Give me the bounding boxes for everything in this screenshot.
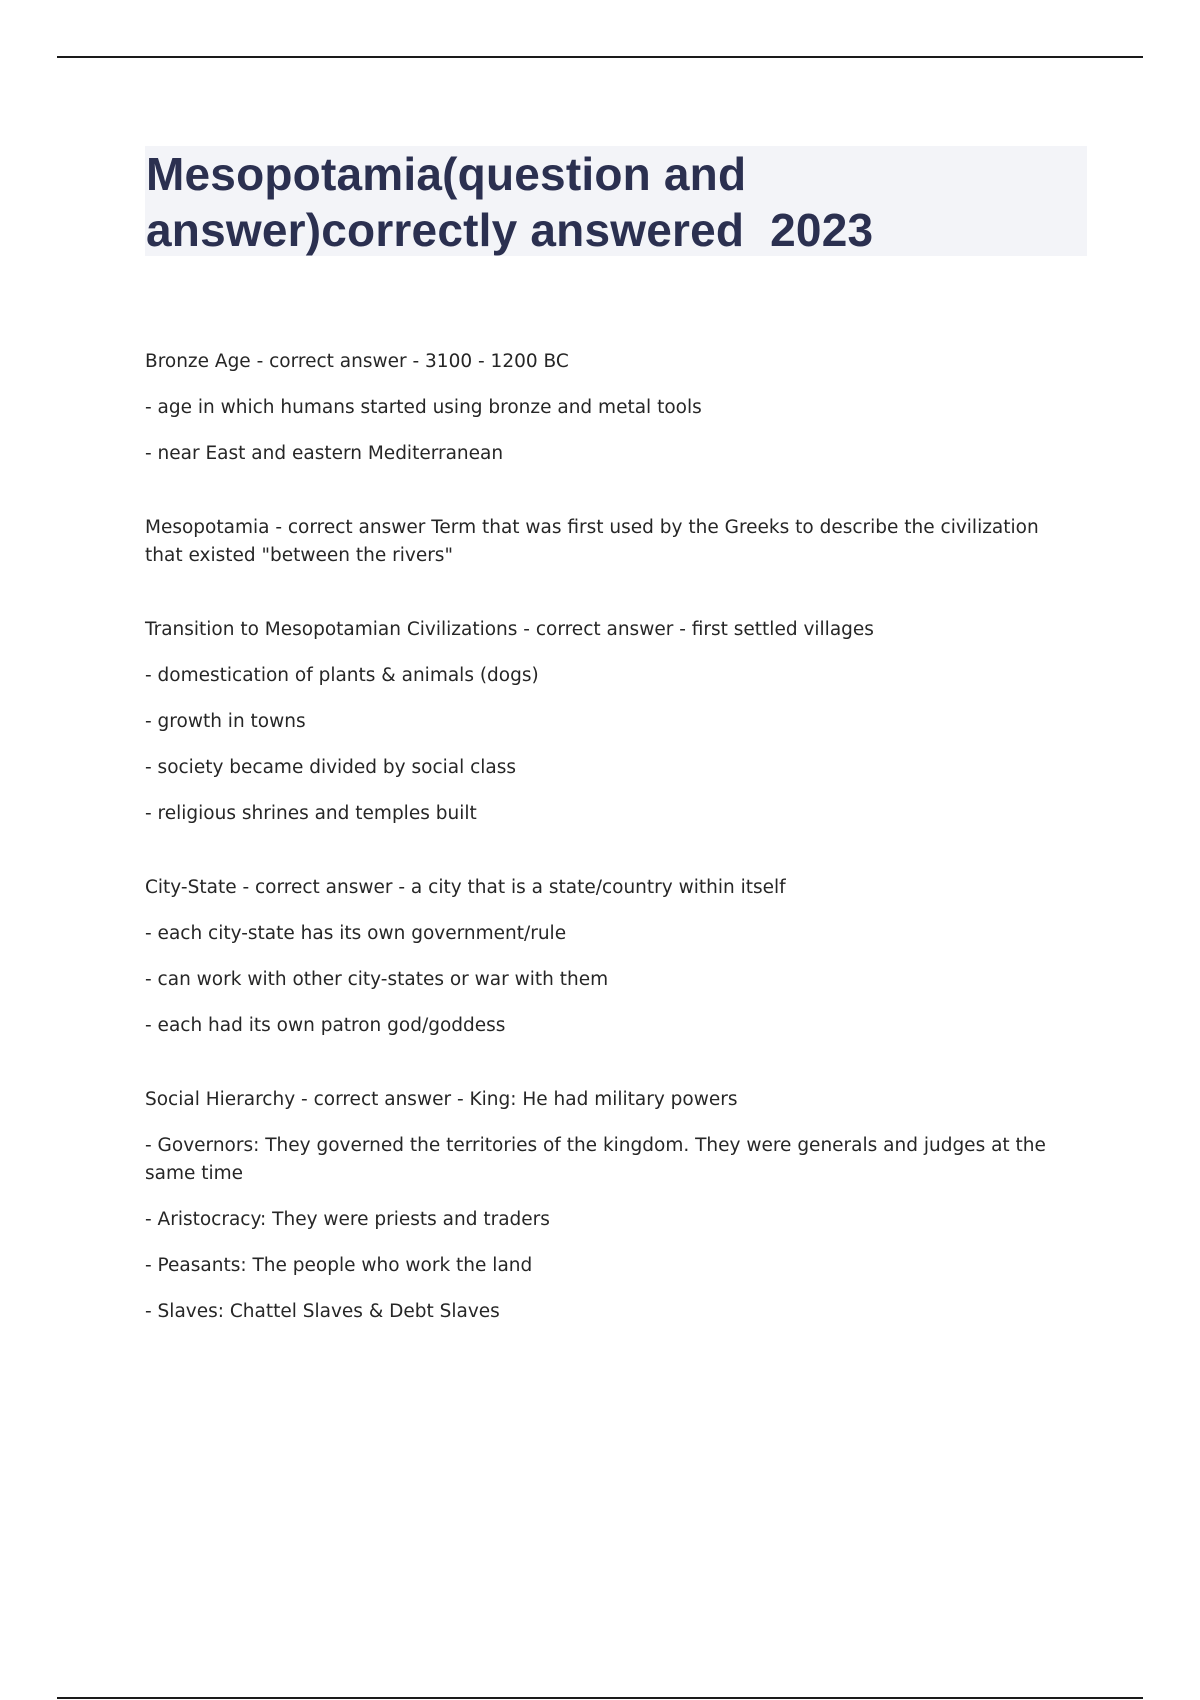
qa-line: - each had its own patron god/goddess: [145, 1015, 506, 1036]
qa-line: - society became divided by social class: [145, 757, 517, 778]
qa-line: - growth in towns: [145, 711, 306, 732]
qa-line: Bronze Age - correct answer - 3100 - 1200 BC: [145, 351, 569, 372]
qa-list: [145, 348, 1075, 1372]
qa-line: - Peasants: The people who work the land: [145, 1255, 533, 1276]
qa-line: Transition to Mesopotamian Civilizations - correct answer - first settled villages: [145, 619, 874, 640]
qa-entry-mesopotamia: [145, 514, 1075, 570]
qa-entry-transition: [145, 616, 1075, 828]
qa-entry-city-state: [145, 874, 1075, 1040]
qa-line: Mesopotamia - correct answer Term that was first used by the Greeks to describe the civilization that existed "between the rivers": [145, 517, 1039, 566]
qa-entry-bronze-age: [145, 348, 1075, 468]
qa-line: - age in which humans started using bronze and metal tools: [145, 397, 702, 418]
qa-line: - domestication of plants & animals (dogs): [145, 665, 539, 686]
qa-line: - near East and eastern Mediterranean: [145, 443, 504, 464]
qa-line: - Aristocracy: They were priests and traders: [145, 1209, 550, 1230]
qa-line: Social Hierarchy - correct answer - King: He had military powers: [145, 1089, 738, 1110]
top-divider: [57, 56, 1143, 58]
qa-line: - each city-state has its own government/rule: [145, 923, 567, 944]
qa-line: - can work with other city-states or war with them: [145, 969, 609, 990]
qa-line: - Governors: They governed the territories of the kingdom. They were generals and judges at the same time: [145, 1135, 1046, 1184]
qa-line: - Slaves: Chattel Slaves & Debt Slaves: [145, 1301, 500, 1322]
document-title: Mesopotamia(question and answer)correctly answered 2023: [146, 148, 874, 256]
qa-line: - religious shrines and temples built: [145, 803, 477, 824]
title-banner: [145, 146, 1087, 256]
bottom-divider: [57, 1697, 1143, 1699]
qa-line: City-State - correct answer - a city that is a state/country within itself: [145, 877, 786, 898]
qa-entry-social-hierarchy: [145, 1086, 1075, 1326]
